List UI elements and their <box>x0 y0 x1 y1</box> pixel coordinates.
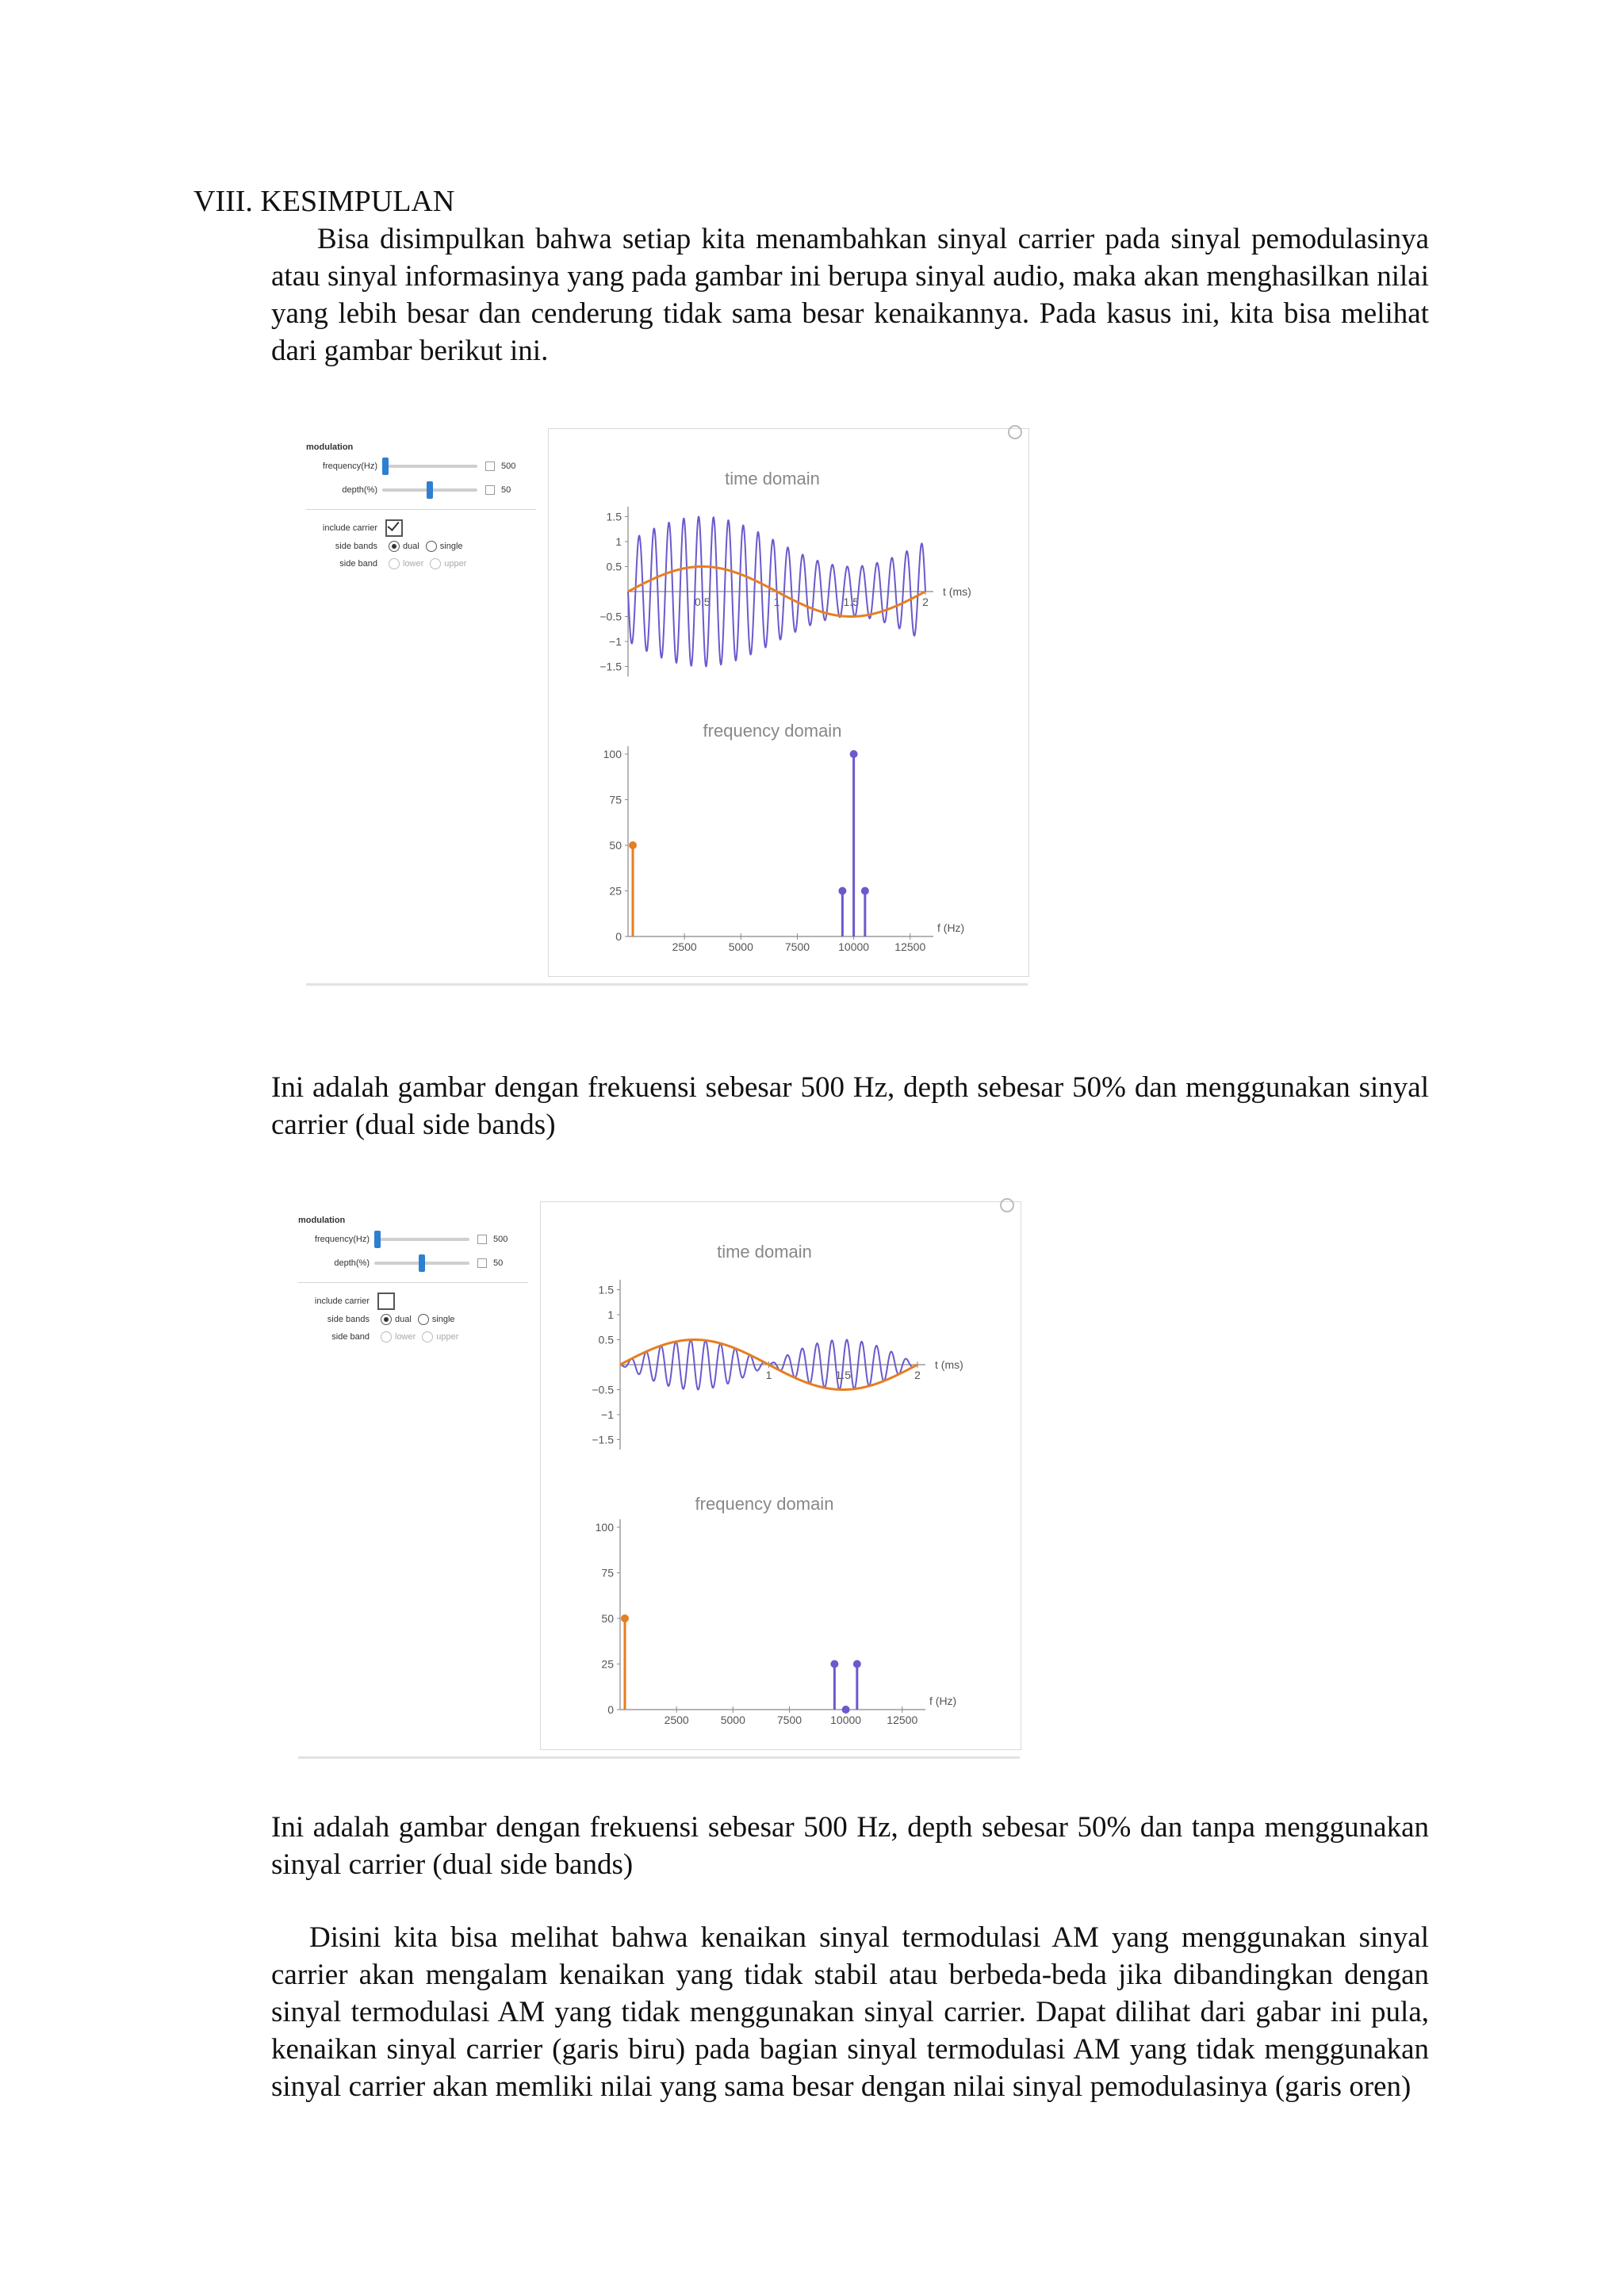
control-panel <box>306 428 536 626</box>
frequency-slider-thumb[interactable] <box>374 1231 381 1248</box>
single-label: single <box>431 1315 455 1324</box>
freq-x-axis-label: f (Hz) <box>937 921 965 934</box>
freq-y-tick-label: 25 <box>601 1657 614 1671</box>
freq-x-tick-label: 12500 <box>894 940 926 953</box>
time-y-tick-label: 1.5 <box>598 1283 614 1296</box>
depth-expand-icon[interactable] <box>485 485 495 495</box>
frequency-domain-title: frequency domain <box>703 721 842 741</box>
frequency-expand-icon[interactable] <box>477 1235 487 1244</box>
frequency-expand-icon[interactable] <box>485 461 495 471</box>
freq-x-tick-label: 10000 <box>830 1714 862 1726</box>
frequency-domain-title: frequency domain <box>695 1494 834 1514</box>
caption-1 <box>271 1069 1429 1143</box>
modulation-label: modulation <box>306 442 354 452</box>
depth-slider-thumb[interactable] <box>419 1254 425 1272</box>
side-band-label: side band <box>331 1332 370 1342</box>
caption-1-text: Ini adalah gambar dengan frekuensi sebesar 500 Hz, depth sebesar 50% dan menggunakan sinyal carrier (dual side bands) <box>271 1071 1429 1141</box>
single-label: single <box>439 542 463 551</box>
single-radio[interactable] <box>418 1314 429 1325</box>
lower-radio[interactable] <box>381 1331 392 1342</box>
time-x-tick-label: 1 <box>773 596 780 608</box>
time-x-tick-label: 1.5 <box>843 596 859 608</box>
time-domain-title: time domain <box>725 469 820 488</box>
frequency-slider[interactable] <box>374 1238 469 1241</box>
time-y-tick-label: 0.5 <box>606 560 622 573</box>
modulated-spectrum-point <box>838 887 846 895</box>
depth-slider-thumb[interactable] <box>427 481 433 499</box>
time-y-tick-label: −1 <box>609 635 622 648</box>
depth-label: depth(%) <box>342 485 377 495</box>
side-bands-label: side bands <box>327 1315 370 1324</box>
freq-x-tick-label: 7500 <box>776 1714 802 1726</box>
figure-bottom-rule <box>306 983 1028 986</box>
conclusion-text: Disini kita bisa melihat bahwa kenaikan sinyal termodulasi AM yang menggunakan sinyal carrier akan mengalam kenaikan yang tidak stabil atau berbeda-beda jika dibandingkan dengan sinyal termodulasi AM yang tidak menggunakan sinyal carrier. Dapat dilihat dari gabar ini pula, kenaikan sinyal carrier (garis biru) pada bagian sinyal termodulasi AM yang tidak menggunakan sinyal carrier akan memliki nilai yang sama besar dengan nilai sinyal pemodulasinya (garis oren) <box>271 1921 1429 2103</box>
time-y-tick-label: 1 <box>615 535 622 548</box>
side-bands-label: side bands <box>335 542 377 551</box>
include-carrier-checkbox[interactable] <box>385 519 403 537</box>
time-y-tick-label: −0.5 <box>592 1383 614 1396</box>
include-carrier-label: include carrier <box>314 1296 370 1306</box>
time-y-tick-label: 1 <box>607 1308 614 1321</box>
time-domain-title: time domain <box>717 1242 812 1262</box>
time-y-tick-label: 1.5 <box>606 510 622 523</box>
dual-radio[interactable] <box>381 1314 392 1325</box>
modulated-spectrum-point <box>830 1660 838 1668</box>
frequency-label: frequency(Hz) <box>322 461 377 471</box>
plot-area <box>548 428 1029 977</box>
lower-radio[interactable] <box>389 558 400 569</box>
plot-area <box>540 1201 1021 1750</box>
freq-x-tick-label: 10000 <box>838 940 870 953</box>
section-heading: VIII. KESIMPULAN <box>193 185 455 218</box>
modulated-spectrum-point <box>850 750 858 758</box>
single-radio[interactable] <box>426 541 437 552</box>
modulated-spectrum-point <box>842 1706 850 1714</box>
lower-label: lower <box>403 559 424 569</box>
freq-y-tick-label: 75 <box>609 793 622 806</box>
include-carrier-checkbox[interactable] <box>377 1293 395 1310</box>
control-panel <box>298 1201 528 1400</box>
panel-divider <box>306 509 536 510</box>
depth-label: depth(%) <box>334 1258 370 1268</box>
plot-svg <box>541 1202 1021 1749</box>
dual-label: dual <box>395 1315 412 1324</box>
depth-value: 50 <box>493 1258 504 1268</box>
depth-value: 50 <box>501 485 511 495</box>
time-y-tick-label: 0.5 <box>598 1333 614 1346</box>
include-carrier-label: include carrier <box>322 523 377 533</box>
time-y-tick-label: −1.5 <box>599 660 622 673</box>
freq-y-tick-label: 100 <box>603 748 622 760</box>
depth-slider[interactable] <box>374 1262 469 1265</box>
side-band-label: side band <box>339 559 377 569</box>
frequency-value: 500 <box>501 461 516 471</box>
frequency-label: frequency(Hz) <box>314 1235 370 1244</box>
figure-without-carrier <box>298 1201 1020 1764</box>
time-y-tick-label: −1.5 <box>592 1433 614 1446</box>
upper-radio[interactable] <box>422 1331 433 1342</box>
modulating-spectrum-point <box>629 841 637 849</box>
freq-y-tick-label: 50 <box>601 1612 614 1625</box>
time-x-tick-label: 2 <box>922 596 929 608</box>
conclusion-paragraph <box>271 1919 1429 2105</box>
time-x-tick-label: 2 <box>914 1369 921 1381</box>
freq-x-tick-label: 5000 <box>720 1714 745 1726</box>
upper-radio[interactable] <box>430 558 441 569</box>
upper-label: upper <box>444 559 467 569</box>
time-y-tick-label: −1 <box>601 1408 614 1421</box>
upper-label: upper <box>436 1332 459 1342</box>
modulated-spectrum-point <box>861 887 869 895</box>
plot-svg <box>549 429 1028 976</box>
frequency-slider-thumb[interactable] <box>382 458 389 475</box>
freq-x-tick-label: 7500 <box>784 940 810 953</box>
caption-2 <box>271 1809 1429 1883</box>
gear-icon[interactable] <box>1008 425 1022 439</box>
freq-x-axis-label: f (Hz) <box>929 1695 957 1707</box>
lower-label: lower <box>395 1332 416 1342</box>
time-x-tick-label: 1.5 <box>835 1369 851 1381</box>
figure-with-carrier <box>306 428 1028 991</box>
modulation-label: modulation <box>298 1216 346 1225</box>
figure-bottom-rule <box>298 1756 1020 1759</box>
freq-y-tick-label: 25 <box>609 884 622 898</box>
frequency-value: 500 <box>493 1235 508 1244</box>
modulated-spectrum-point <box>853 1660 861 1668</box>
time-y-tick-label: −0.5 <box>599 610 622 623</box>
depth-expand-icon[interactable] <box>477 1258 487 1268</box>
caption-2-text: Ini adalah gambar dengan frekuensi sebesar 500 Hz, depth sebesar 50% dan tanpa menggunakan sinyal carrier (dual side bands) <box>271 1811 1429 1881</box>
freq-y-tick-label: 75 <box>601 1566 614 1580</box>
freq-y-tick-label: 0 <box>607 1703 614 1716</box>
freq-x-tick-label: 5000 <box>728 940 753 953</box>
freq-y-tick-label: 100 <box>595 1521 614 1534</box>
dual-radio[interactable] <box>389 541 400 552</box>
modulating-spectrum-point <box>621 1614 629 1622</box>
frequency-slider[interactable] <box>382 465 477 468</box>
freq-y-tick-label: 50 <box>609 839 622 852</box>
time-x-axis-label: t (ms) <box>935 1358 963 1371</box>
freq-x-tick-label: 2500 <box>672 940 697 953</box>
panel-divider <box>298 1282 528 1283</box>
dual-label: dual <box>403 542 419 551</box>
gear-icon[interactable] <box>1000 1198 1014 1212</box>
time-x-tick-label: 0.5 <box>695 596 710 608</box>
freq-y-tick-label: 0 <box>615 930 622 943</box>
intro-paragraph <box>271 220 1429 370</box>
time-x-axis-label: t (ms) <box>943 585 971 598</box>
intro-text: Bisa disimpulkan bahwa setiap kita menambahkan sinyal carrier pada sinyal pemodulasinya atau sinyal informasinya yang pada gambar ini berupa sinyal audio, maka akan menghasilkan nilai yang lebih besar dan cenderung tidak sama besar kenaikannya. Pada kasus ini, kita bisa melihat dari gambar berikut ini. <box>271 223 1429 367</box>
depth-slider[interactable] <box>382 488 477 492</box>
freq-x-tick-label: 12500 <box>887 1714 918 1726</box>
time-x-tick-label: 1 <box>765 1369 772 1381</box>
freq-x-tick-label: 2500 <box>664 1714 689 1726</box>
